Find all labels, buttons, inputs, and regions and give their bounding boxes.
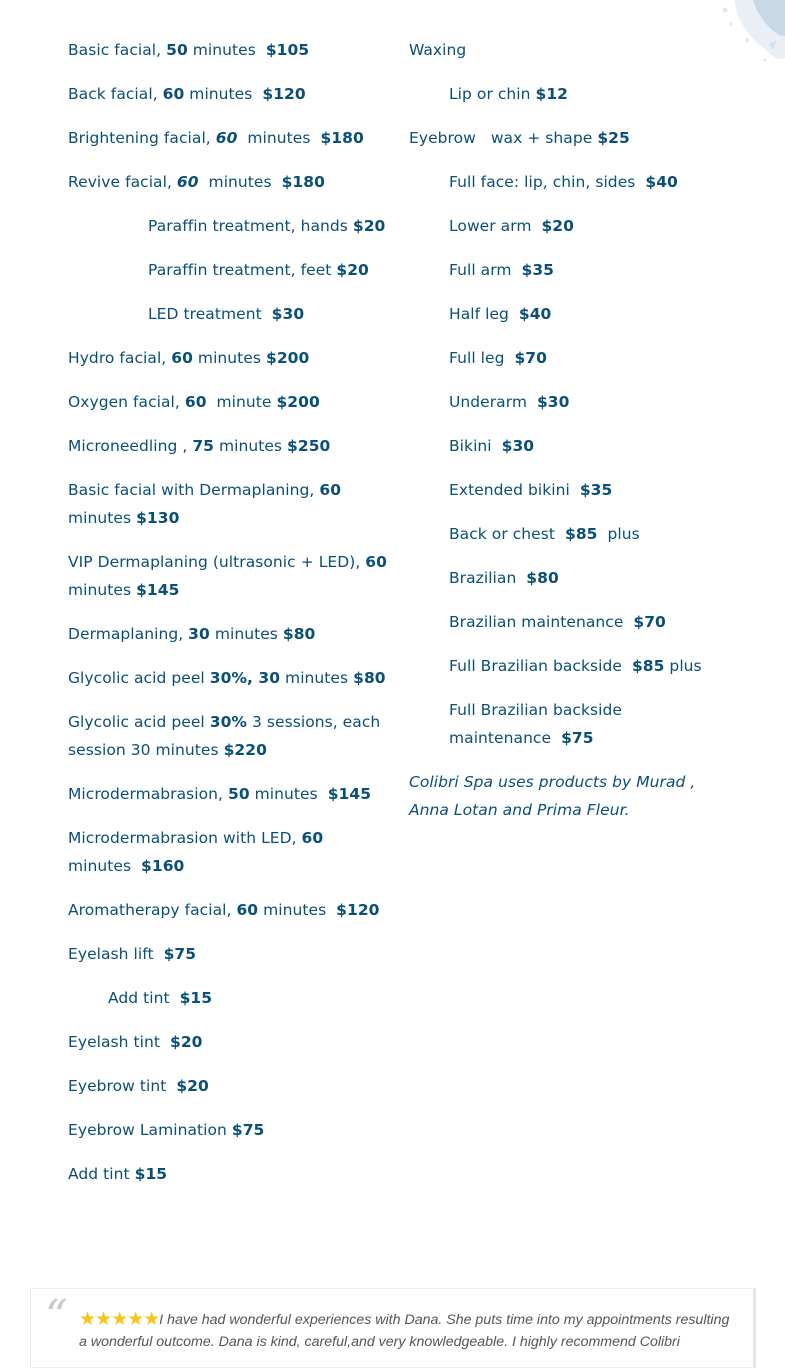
price-item-bold-text: 50 bbox=[228, 785, 250, 803]
price-item-bold-text: 50 bbox=[166, 41, 188, 59]
price-item-text: Add tint bbox=[108, 989, 180, 1007]
price-item-text: Microneedling , bbox=[68, 437, 193, 455]
price-item-bold-text: $20 bbox=[352, 217, 386, 235]
price-item-text: Revive facial, bbox=[68, 173, 177, 191]
price-item-text: Paraffin treatment, feet bbox=[148, 261, 337, 279]
price-item-text: Glycolic acid peel bbox=[68, 713, 210, 731]
quote-icon: “ bbox=[45, 1291, 68, 1342]
price-item bbox=[68, 664, 388, 692]
price-item bbox=[68, 708, 388, 764]
price-item-bold-text: $40 bbox=[645, 173, 678, 191]
price-item-text: Lip or chin bbox=[449, 85, 536, 103]
price-item-text: Dermaplaning, bbox=[68, 625, 189, 643]
price-item-text: Aromatherapy facial, bbox=[68, 901, 237, 919]
price-item-bold-text: $80 bbox=[282, 625, 316, 643]
price-item-text: Half leg bbox=[449, 305, 519, 323]
price-item-text: minutes bbox=[280, 669, 354, 687]
price-item-bold-text: $75 bbox=[561, 729, 594, 747]
star-rating: ★★★★★ bbox=[79, 1309, 160, 1330]
price-item-text: minutes bbox=[237, 129, 321, 147]
price-item-bold-text: $40 bbox=[518, 305, 552, 323]
price-item-text: Brightening facial, bbox=[68, 129, 216, 147]
price-item-bold-text: $145 bbox=[327, 785, 372, 803]
price-item-text: Waxing bbox=[409, 41, 467, 59]
price-item-text: Microdermabrasion, bbox=[68, 785, 228, 803]
price-item-text: plus bbox=[664, 657, 702, 675]
price-item-bold-text: $220 bbox=[223, 741, 267, 759]
price-item-bold-text: $80 bbox=[526, 569, 559, 587]
price-item-bold-text: $70 bbox=[633, 613, 666, 631]
price-item-text: Full leg bbox=[449, 349, 515, 367]
price-item-bold-text: $20 bbox=[169, 1033, 203, 1051]
price-item-text: Eyelash lift bbox=[68, 945, 164, 963]
price-item bbox=[409, 388, 719, 416]
price-item bbox=[68, 780, 388, 808]
price-item-text: Eyebrow wax + shape bbox=[409, 129, 598, 147]
price-item bbox=[68, 124, 388, 152]
price-item-text: Back facial, bbox=[68, 85, 163, 103]
price-item-bold-text: $250 bbox=[287, 437, 331, 455]
price-item bbox=[68, 168, 388, 196]
price-item-text: Underarm bbox=[449, 393, 537, 411]
price-item-bold-text: $160 bbox=[141, 857, 185, 875]
price-item bbox=[68, 256, 388, 284]
price-item-text: Brazilian bbox=[449, 569, 527, 587]
price-item bbox=[68, 940, 388, 968]
price-item-bold-text: 60 bbox=[365, 553, 387, 571]
price-item bbox=[409, 432, 719, 460]
price-item-bold-text: $12 bbox=[535, 85, 569, 103]
price-item-text: Eyelash tint bbox=[68, 1033, 170, 1051]
price-item-text: Add tint bbox=[68, 1165, 135, 1183]
price-item-bold-text: 60 bbox=[301, 829, 324, 847]
price-item-text: minutes bbox=[209, 625, 283, 643]
price-item bbox=[68, 548, 392, 604]
price-item-bold-text: 60 bbox=[176, 173, 199, 191]
price-item-text: Oxygen facial, bbox=[68, 393, 185, 411]
price-item bbox=[68, 432, 388, 460]
price-item-bold-text: $180 bbox=[281, 173, 325, 191]
price-item-text: minutes bbox=[184, 85, 263, 103]
price-item-text: minutes bbox=[258, 901, 337, 919]
price-item-bold-text: 60 bbox=[215, 129, 238, 147]
price-item-text: Bikini bbox=[449, 437, 502, 455]
price-item bbox=[68, 36, 388, 64]
price-item-text: Eyebrow Lamination bbox=[68, 1121, 232, 1139]
price-item bbox=[68, 984, 388, 1012]
price-item bbox=[409, 36, 719, 64]
price-item-text: Basic facial with Dermaplaning, bbox=[68, 481, 320, 499]
price-item bbox=[409, 344, 719, 372]
price-item-text: LED treatment bbox=[148, 305, 272, 323]
price-item-bold-text: $30 bbox=[271, 305, 305, 323]
price-item-bold-text: $70 bbox=[514, 349, 547, 367]
price-item bbox=[68, 344, 388, 372]
price-item-text: Full face: lip, chin, sides bbox=[449, 173, 646, 191]
price-item-text: 3 sessions, each session 30 minutes bbox=[68, 713, 386, 759]
price-item bbox=[68, 1072, 388, 1100]
price-item bbox=[409, 652, 719, 680]
price-item-text: minutes bbox=[68, 481, 347, 527]
price-item bbox=[68, 1160, 388, 1188]
price-item-bold-text: $85 bbox=[564, 525, 598, 543]
price-item bbox=[68, 476, 388, 532]
price-item-bold-text: $120 bbox=[336, 901, 380, 919]
price-item-text: Basic facial, bbox=[68, 41, 167, 59]
price-item-text: Microdermabrasion with LED, bbox=[68, 829, 302, 847]
price-item bbox=[68, 824, 388, 880]
price-item-text: Eyebrow tint bbox=[68, 1077, 177, 1095]
waxing-services-column bbox=[409, 36, 719, 840]
products-note: Colibri Spa uses products by Murad , Anna Lotan and Prima Fleur. bbox=[409, 773, 696, 819]
price-item-text: minute bbox=[206, 393, 277, 411]
price-item-bold-text: $200 bbox=[276, 393, 320, 411]
price-item-bold-text: $200 bbox=[265, 349, 310, 367]
price-item-text: minutes bbox=[192, 349, 266, 367]
testimonial-text bbox=[79, 1309, 739, 1353]
price-item bbox=[68, 1028, 388, 1056]
price-item-bold-text: $75 bbox=[231, 1121, 265, 1139]
price-item bbox=[68, 896, 388, 924]
price-item-text: Hydro facial, bbox=[68, 349, 172, 367]
price-item-text: Paraffin treatment, hands bbox=[148, 217, 353, 235]
price-item-bold-text: $20 bbox=[336, 261, 369, 279]
price-item-bold-text: $120 bbox=[262, 85, 306, 103]
price-item bbox=[409, 476, 719, 504]
price-item-bold-text: $15 bbox=[134, 1165, 168, 1183]
price-item-text: Full Brazilian backside maintenance bbox=[449, 701, 627, 747]
price-item bbox=[68, 620, 388, 648]
price-item-bold-text: $85 bbox=[631, 657, 665, 675]
price-item-bold-text: $105 bbox=[265, 41, 310, 59]
price-item-text: Brazilian maintenance bbox=[449, 613, 634, 631]
price-item bbox=[409, 212, 719, 240]
price-item-bold-text: 60 bbox=[319, 481, 342, 499]
price-item-bold-text: $145 bbox=[136, 581, 180, 599]
price-item-bold-text: $25 bbox=[597, 129, 630, 147]
price-item-bold-text: $20 bbox=[541, 217, 574, 235]
price-item-bold-text: $130 bbox=[136, 509, 180, 527]
facial-services-column bbox=[68, 36, 392, 1204]
price-item-bold-text: $15 bbox=[179, 989, 213, 1007]
price-item-text: minutes bbox=[68, 829, 329, 875]
price-item-bold-text: $30 bbox=[536, 393, 570, 411]
price-item-text: minutes bbox=[68, 553, 392, 599]
price-item-text: minutes bbox=[249, 785, 328, 803]
price-item-bold-text: $20 bbox=[176, 1077, 209, 1095]
price-item-bold-text: 30%, 30 bbox=[209, 669, 281, 687]
price-item-text: VIP Dermaplaning (ultrasonic + LED), bbox=[68, 553, 366, 571]
price-item-bold-text: $35 bbox=[521, 261, 554, 279]
price-item-text: minutes bbox=[213, 437, 288, 455]
price-item-text: Full Brazilian backside bbox=[449, 657, 632, 675]
price-item-text: Back or chest bbox=[449, 525, 565, 543]
price-item-bold-text: $35 bbox=[579, 481, 613, 499]
price-item bbox=[68, 388, 388, 416]
price-item-text: Lower arm bbox=[449, 217, 542, 235]
price-item-text: plus bbox=[597, 525, 640, 543]
price-item bbox=[68, 212, 388, 240]
price-item-bold-text: 60 bbox=[162, 85, 185, 103]
price-item bbox=[409, 564, 719, 592]
price-item bbox=[409, 256, 719, 284]
price-item-bold-text: $180 bbox=[320, 129, 364, 147]
price-item bbox=[409, 168, 719, 196]
price-item-text: Glycolic acid peel bbox=[68, 669, 210, 687]
price-item bbox=[68, 80, 388, 108]
price-item-bold-text: $30 bbox=[501, 437, 535, 455]
price-item-bold-text: 30 bbox=[188, 625, 210, 643]
price-item-text: Full arm bbox=[449, 261, 522, 279]
price-item-bold-text: 75 bbox=[192, 437, 214, 455]
price-item bbox=[409, 80, 719, 108]
price-item-bold-text: $80 bbox=[353, 669, 386, 687]
price-item bbox=[409, 608, 719, 636]
price-item-text: minutes bbox=[198, 173, 282, 191]
price-item-text: Extended bikini bbox=[449, 481, 580, 499]
price-item bbox=[409, 124, 719, 152]
price-item-bold-text: 30% bbox=[209, 713, 248, 731]
price-item-bold-text: $75 bbox=[163, 945, 197, 963]
price-item bbox=[68, 300, 388, 328]
price-item bbox=[409, 300, 719, 328]
price-item-bold-text: 60 bbox=[171, 349, 193, 367]
price-item-text: minutes bbox=[187, 41, 266, 59]
testimonial-quote: I have had wonderful experiences with Dana. She puts time into my appointments resulting a wonderful outcome. Dana is kind, careful,and very knowledgeable. I highly recommend Colibri bbox=[79, 1312, 730, 1350]
price-item bbox=[68, 1116, 388, 1144]
price-item bbox=[409, 696, 719, 752]
price-item bbox=[409, 520, 719, 548]
price-item-bold-text: 60 bbox=[184, 393, 207, 411]
price-item-bold-text: 60 bbox=[236, 901, 259, 919]
testimonial-card bbox=[30, 1288, 756, 1368]
